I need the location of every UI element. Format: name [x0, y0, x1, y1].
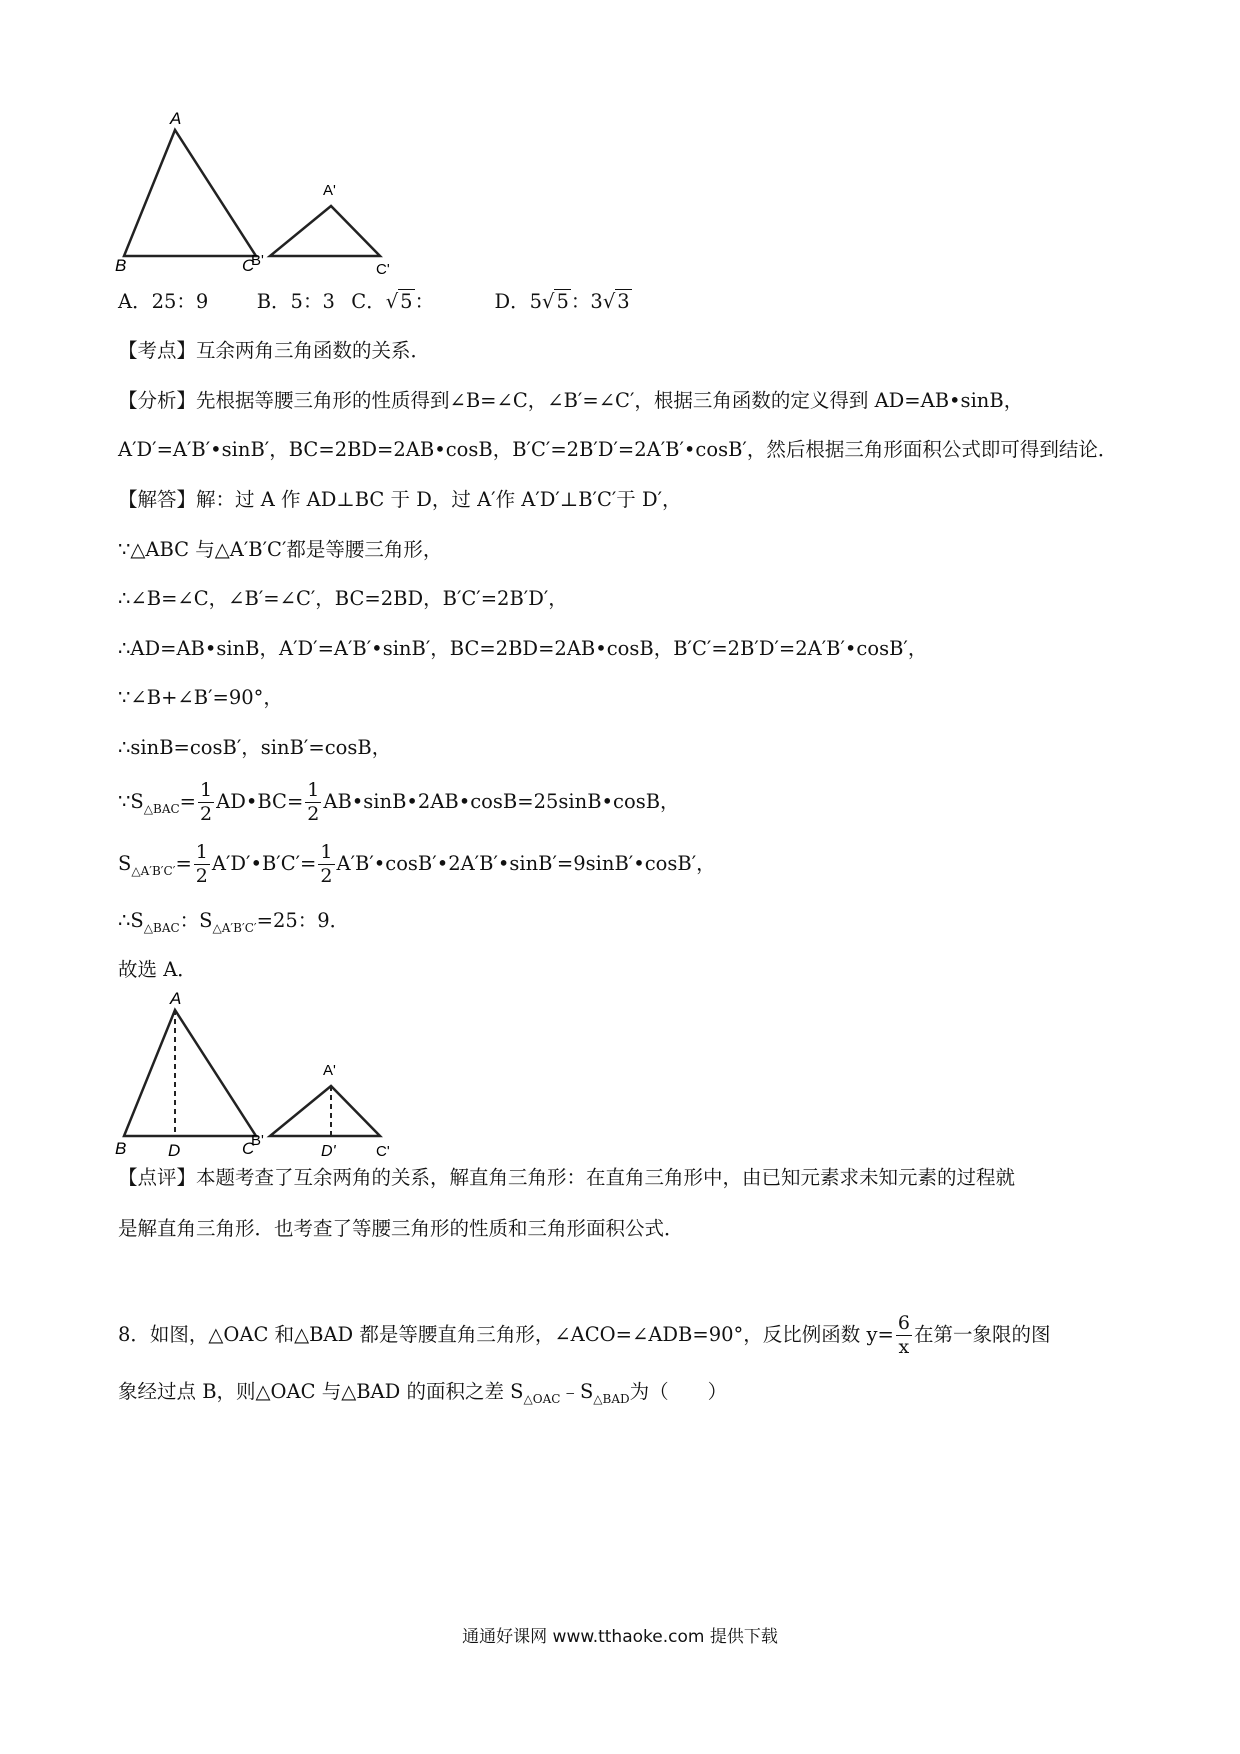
label-B: B [115, 1139, 127, 1158]
fraction-half: $\frac{1}{2}$ [195, 841, 208, 887]
choice-a: A．25：9 [118, 290, 209, 313]
label-A-prime: A' [323, 1062, 336, 1079]
label-C-prime: C' [376, 261, 390, 278]
label-D-prime: D' [321, 1143, 336, 1160]
sqrt-icon: √ 5 [542, 290, 569, 313]
jieda-line-2: ∵△ABC 与△A′B′C′都是等腰三角形， [118, 538, 443, 561]
fraction-half: $\frac{1}{2}$ [200, 779, 213, 825]
choice-c-label: C． [351, 290, 386, 313]
choice-d-mid: ：3 [570, 290, 603, 313]
jieda-line-4: ∴AD=AB•sinB，A′D′=A′B′•sinB′，BC=2BD=2AB•cosB，B′C′=2B′D′=2A′B′•cosB′， [118, 637, 928, 660]
dianping-line-1: 【点评】本题考查了互余两角的关系，解直角三角形：在直角三角形中，由已知元素求未知元素的过程就 [118, 1166, 1016, 1189]
sqrt-icon: √ 5 [385, 290, 413, 313]
jieda-line-9: $\therefore S_{\triangle BAC}$：$S_{\triangle A'B'C'}=25$：9． [118, 909, 350, 935]
jieda-line-3: ∴∠B=∠C，∠B′=∠C′，BC=2BD，B′C′=2B′D′， [118, 587, 568, 610]
label-A-prime: A' [323, 182, 336, 199]
dianping-line-2: 是解直角三角形．也考查了等腰三角形的性质和三角形面积公式． [118, 1217, 684, 1240]
jieda-line-10: 故选 A． [118, 958, 197, 981]
label-A: A [170, 989, 182, 1008]
sqrt-icon: √ 3 [602, 290, 630, 313]
jieda-line-5: ∵∠B+∠B′=90°， [118, 686, 283, 709]
jieda-line-1: 【解答】解：过 A 作 AD⊥BC 于 D，过 A′作 A′D′⊥B′C′于 D′， [118, 488, 682, 511]
choice-b: B．5：3 [256, 290, 335, 313]
label-C: C [242, 1139, 255, 1158]
triangles-figure [115, 108, 438, 292]
triangles-altitude-figure [115, 988, 438, 1172]
kaodian: 【考点】互余两角三角函数的关系． [118, 339, 431, 362]
label-B-prime: B' [251, 252, 264, 269]
label-B-prime: B' [251, 1132, 264, 1149]
label-A: A [170, 109, 182, 128]
fraction-6-over-x: $\frac{6}{x}$ [897, 1312, 910, 1358]
fraction-half: $\frac{1}{2}$ [320, 841, 333, 887]
jieda-line-8: $S_{\triangle A'B'C'}=$ $\frac{1}{2}$ A′D′•B′C′= $\frac{1}{2}$ A′B′•cosB′•2A′B′•sinB′=9sinB′•cosB′， [118, 841, 716, 887]
fenxi-line-2: A′D′=A′B′•sinB′，BC=2BD=2AB•cosB，B′C′=2B′D′=2A′B′•cosB′，然后根据三角形面积公式即可得到结论． [118, 438, 1118, 461]
label-B: B [115, 256, 127, 275]
answer-choices [118, 287, 632, 317]
choice-c-tail: ： [414, 290, 435, 313]
page-footer: 通通好课网 www.tthaoke.com 提供下载 [462, 1627, 778, 1647]
choice-d-label: D．5 [494, 290, 543, 313]
jieda-line-7: $\because S_{\triangle BAC}=$ $\frac{1}{2}$ AD•BC= $\frac{1}{2}$ AB•sinB•2AB•cosB=25sinB•cosB， [118, 779, 680, 825]
jieda-line-6: ∴sinB=cosB′，sinB′=cosB， [118, 736, 392, 759]
fenxi-line-1: 【分析】先根据等腰三角形的性质得到∠B=∠C，∠B′=∠C′，根据三角函数的定义得到 AD=AB•sinB， [118, 389, 1024, 412]
question-8-line-2: 象经过点 B，则△OAC 与△BAD 的面积之差 $S_{\triangle OAC}﹣S_{\triangle BAD}$为（ ） [118, 1380, 728, 1406]
label-C-prime: C' [376, 1143, 390, 1160]
label-C: C [242, 256, 255, 275]
question-8-line-1: 8．如图，△OAC 和△BAD 都是等腰直角三角形，∠ACO=∠ADB=90°，反比例函数 y= $\frac{6}{x}$ 在第一象限的图 [118, 1312, 1051, 1358]
label-D: D [168, 1141, 181, 1160]
fraction-half: $\frac{1}{2}$ [307, 779, 320, 825]
